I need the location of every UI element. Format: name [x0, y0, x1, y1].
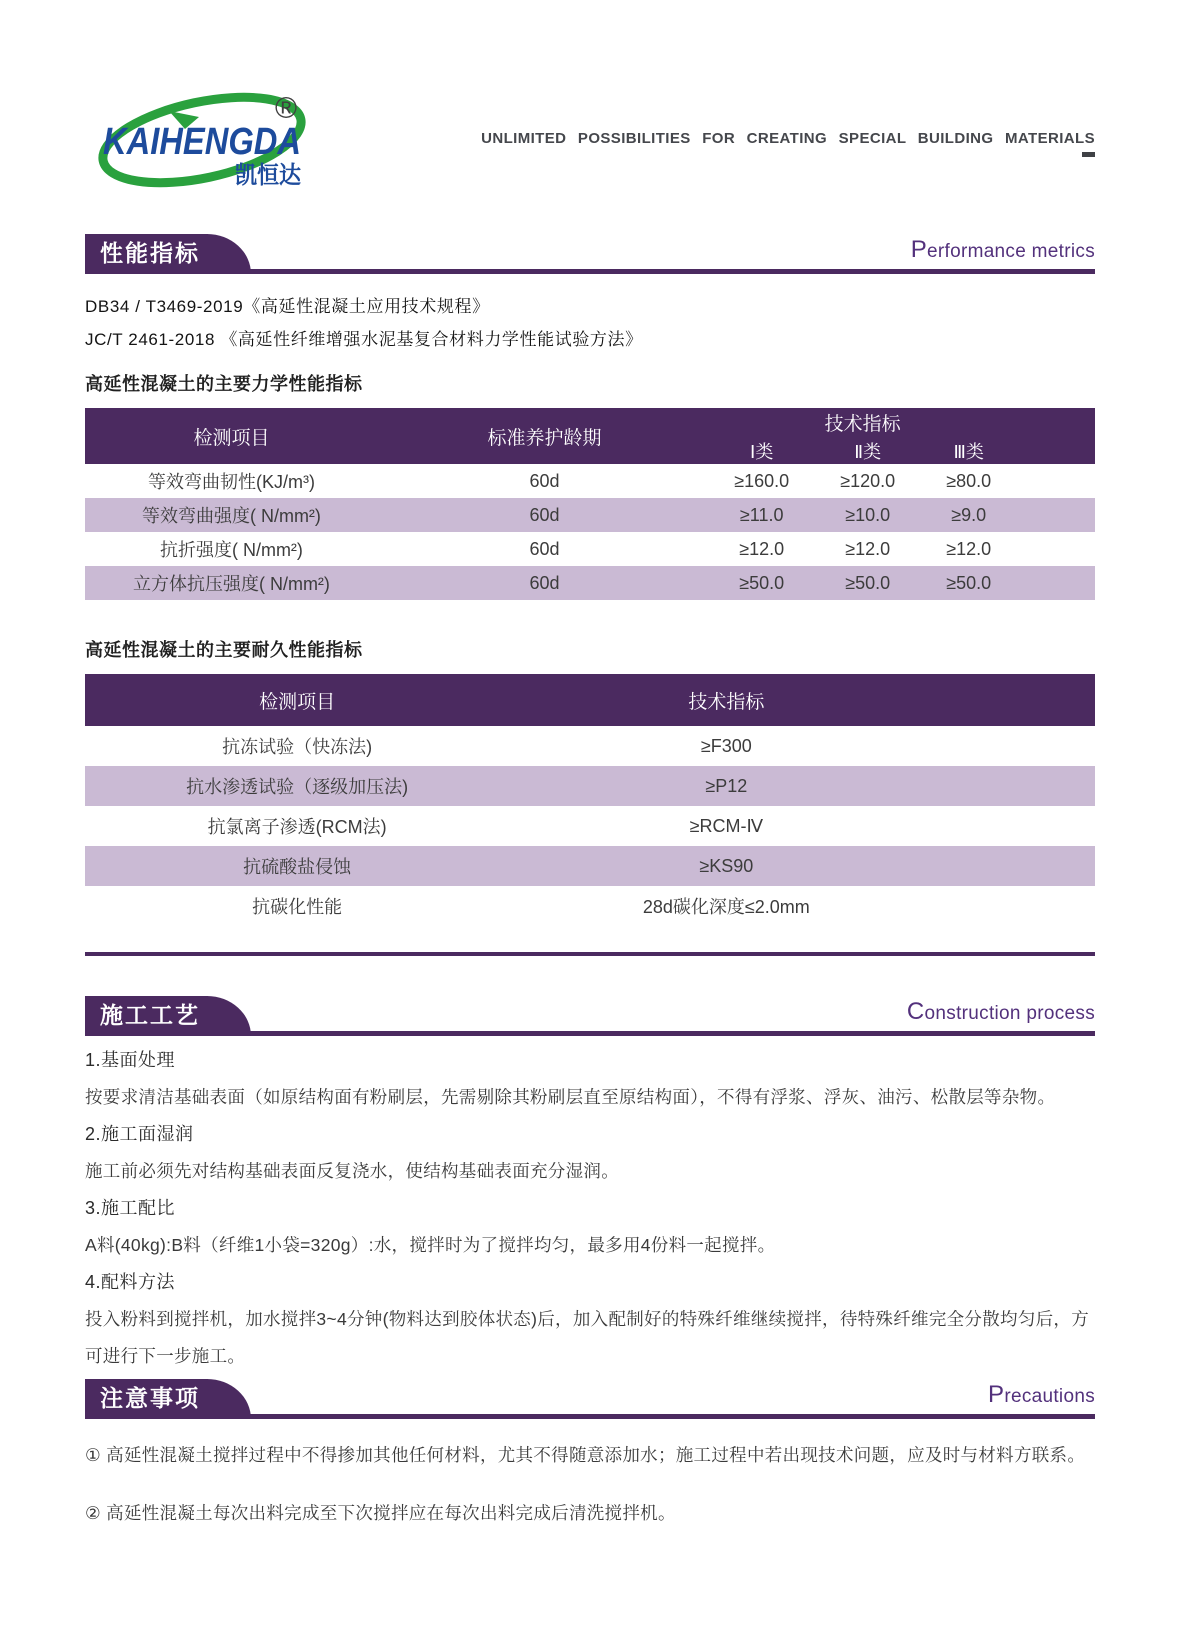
- mech-table-header: [85, 408, 1095, 464]
- cell-age: 60d: [529, 470, 560, 491]
- table-row: [85, 498, 1095, 532]
- section-title-en-performance: Performance metrics: [910, 236, 1095, 263]
- logo-chinese-name: 凯恒达: [235, 162, 301, 189]
- section-tab-precautions: 注意事项: [85, 1379, 208, 1419]
- cell-class1: ≥11.0: [739, 504, 784, 525]
- table-row: [85, 566, 1095, 600]
- table-row: [85, 532, 1095, 566]
- step-heading: 2.施工面湿润: [85, 1124, 194, 1144]
- section-header-precautions: [85, 1379, 1095, 1419]
- cell-item: 抗折强度( N/mm²): [159, 540, 303, 560]
- dura-table-title: 高延性混凝土的主要耐久性能指标: [85, 640, 363, 660]
- cell-age: 60d: [529, 538, 560, 559]
- kaihengda-logo: [85, 84, 385, 198]
- section-rule: [85, 1414, 1095, 1419]
- table-row: [85, 726, 1095, 766]
- cell-class3: ≥12.0: [946, 538, 992, 559]
- cell-item: 立方体抗压强度( N/mm²): [132, 574, 330, 594]
- header-cell-tech: 技术指标: [688, 691, 765, 713]
- table-row: [85, 766, 1095, 806]
- cell-value: 28d碳化深度≤2.0mm: [642, 897, 810, 917]
- dura-table: [85, 674, 1095, 926]
- section-tab-performance: 性能指标: [85, 234, 208, 274]
- step-body: 投入粉料到搅拌机，加水搅拌3~4分钟(物料达到胶体状态)后，加入配制好的特殊纤维继续搅拌，待特殊纤维完全分散均匀后，方可进行下一步施工。: [85, 1309, 1090, 1366]
- tagline-underline: [1082, 152, 1095, 157]
- step-heading: 1.基面处理: [85, 1050, 176, 1070]
- cell-item: 等效弯曲强度( N/mm²): [141, 506, 321, 526]
- step-body: A料(40kg):B料（纤维1小袋=320g）:水，搅拌时为了搅拌均匀，最多用4份料一起搅拌。: [85, 1235, 776, 1255]
- table-row: [85, 886, 1095, 926]
- tagline-block: [481, 130, 1095, 157]
- logo-wordmark: KAIHENGDA: [103, 121, 301, 163]
- step-heading: 3.施工配比: [85, 1198, 176, 1218]
- standard-reference: DB34 / T3469-2019《高延性混凝土应用技术规程》: [85, 297, 490, 316]
- mech-table-title: 高延性混凝土的主要力学性能指标: [85, 374, 363, 394]
- section-title-en-construction: Construction process: [906, 998, 1095, 1025]
- section-header-construction: [85, 996, 1095, 1036]
- header-cell-age: 标准养护龄期: [487, 427, 602, 449]
- standard-reference: JC/T 2461-2018 《高延性纤维增强水泥基复合材料力学性能试验方法》: [85, 330, 643, 349]
- table-row: [85, 806, 1095, 846]
- cell-class3: ≥9.0: [951, 504, 987, 525]
- step-body: 按要求清洁基础表面（如原结构面有粉刷层，先需剔除其粉刷层直至原结构面），不得有浮浆、浮灰、油污、松散层等杂物。: [85, 1087, 1056, 1107]
- cell-value: ≥F300: [700, 735, 752, 756]
- mech-table: [85, 408, 1095, 600]
- precaution-item: ② 高延性混凝土每次出料完成至下次搅拌应在每次出料完成后清洗搅拌机。: [85, 1503, 676, 1523]
- cell-item: 抗水渗透试验（逐级加压法): [186, 777, 409, 797]
- header-cell-item: 检测项目: [193, 427, 270, 449]
- construction-steps: [85, 1042, 1095, 1375]
- section-rule: [85, 269, 1095, 274]
- section-header-performance: [85, 234, 1095, 274]
- cell-item: 等效弯曲韧性(KJ/m³): [147, 472, 315, 492]
- cell-item: 抗冻试验（快冻法): [222, 737, 373, 757]
- table-row: [85, 464, 1095, 498]
- header-cell-class3: Ⅲ类: [953, 441, 984, 462]
- cell-item: 抗硫酸盐侵蚀: [243, 857, 352, 877]
- step-body: 施工前必须先对结构基础表面反复浇水，使结构基础表面充分湿润。: [85, 1161, 619, 1181]
- cell-class3: ≥50.0: [946, 572, 992, 593]
- company-tagline: UNLIMITED POSSIBILITIES FOR CREATING SPECIAL BUILDING MATERIALS: [481, 130, 1095, 147]
- cell-class1: ≥12.0: [739, 538, 785, 559]
- cell-class2: ≥10.0: [845, 504, 891, 525]
- cell-class1: ≥160.0: [734, 470, 790, 491]
- cell-value: ≥RCM-Ⅳ: [689, 815, 764, 836]
- page-header: [85, 0, 1095, 198]
- cell-class2: ≥50.0: [845, 572, 891, 593]
- cell-age: 60d: [529, 504, 560, 525]
- dura-table-header: [85, 674, 1095, 726]
- cell-value: ≥KS90: [699, 855, 754, 876]
- precaution-item: ① 高延性混凝土搅拌过程中不得掺加其他任何材料，尤其不得随意添加水；施工过程中若出现技术问题，应及时与材料方联系。: [85, 1445, 1086, 1465]
- cell-class2: ≥12.0: [845, 538, 891, 559]
- table-row: [85, 846, 1095, 886]
- step-heading: 4.配料方法: [85, 1272, 176, 1292]
- header-cell-class1: Ⅰ类: [750, 441, 774, 462]
- header-cell-item: 检测项目: [259, 691, 336, 713]
- precaution-list: [85, 1437, 1095, 1532]
- section-divider-line: [85, 952, 1095, 956]
- cell-item: 抗碳化性能: [252, 897, 343, 917]
- header-cell-class2: Ⅱ类: [854, 441, 882, 462]
- cell-class3: ≥80.0: [946, 470, 992, 491]
- standards-list: [85, 290, 1095, 356]
- header-cell-tech: 技术指标: [824, 414, 901, 435]
- section-title-en-precautions: Precautions: [988, 1381, 1095, 1408]
- registered-trademark-icon: ®: [275, 92, 298, 125]
- section-rule: [85, 1031, 1095, 1036]
- section-tab-construction: 施工工艺: [85, 996, 208, 1036]
- cell-class2: ≥120.0: [840, 470, 896, 491]
- cell-class1: ≥50.0: [739, 572, 785, 593]
- cell-item: 抗氯离子渗透(RCM法): [207, 817, 387, 837]
- cell-value: ≥P12: [705, 775, 748, 796]
- cell-age: 60d: [529, 572, 560, 593]
- logo-graphic: [85, 84, 385, 198]
